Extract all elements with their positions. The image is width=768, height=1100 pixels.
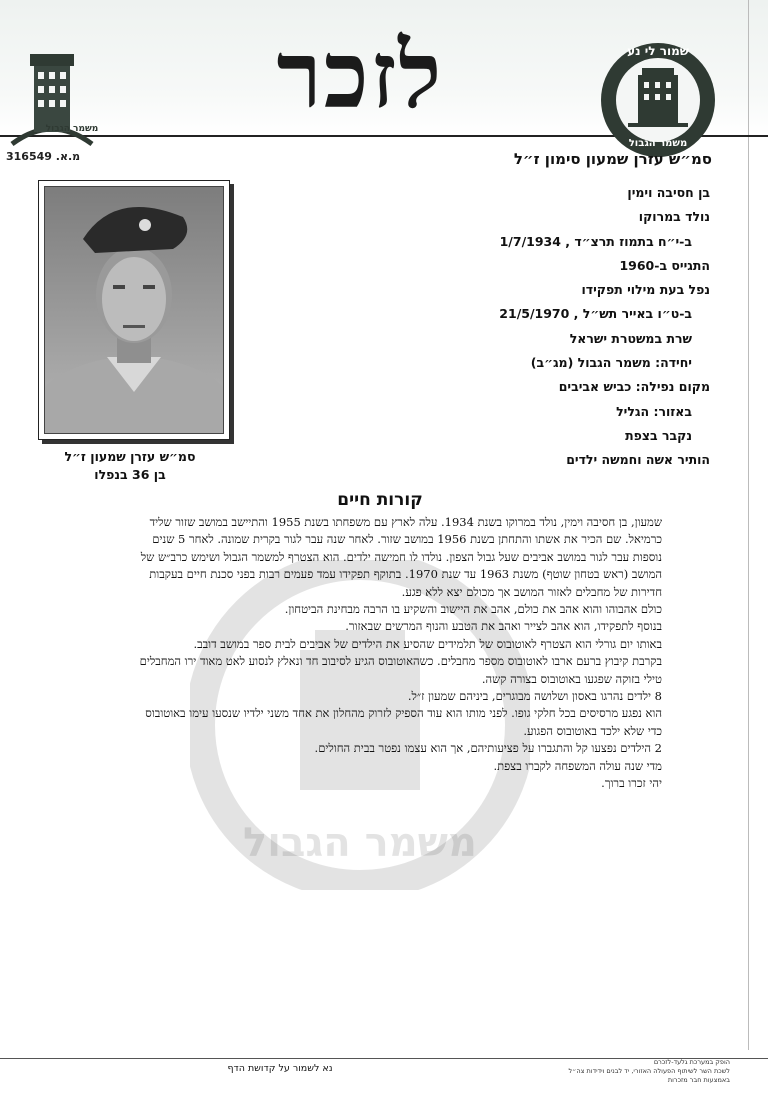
margin-line — [748, 0, 749, 1050]
bio-paragraph: בקרבת קיבוץ ברעם ארבו לאוטובוס מספר מחבלים. כשהאוטובוס הגיע לסיבוב חד ונאלץ לנסוע לאט מאוד ירו המחבלים טילי בזוקה שפגעו באוטובוס בצורה קשה. — [139, 654, 662, 686]
name-heading: סמ״ש עזרן שמעון סימון ז״ל — [513, 150, 712, 168]
bio-paragraph: בנוסף לתפקידו, הוא אהב לצייר ואהב את הטבע והנוף המרשים שבאזור. — [345, 619, 662, 634]
bio-paragraph: באותו יום גורלי הוא הצטרף לאוטובוס של תלמידים שהסיע את הילדים של אביבים לבית ספר במושב דובב. — [193, 636, 662, 651]
footer-note: נא לשמור על קדושת הדף — [227, 1063, 333, 1074]
bio-title: קורות חיים — [337, 490, 423, 510]
bio-paragraph: יהי זכרו ברוך. — [601, 776, 662, 791]
photo-caption — [30, 448, 230, 484]
emblem-left-text: משמר הגבול — [45, 124, 99, 134]
caption-name: סמ״ש עזרן שמעון ז״ל — [64, 449, 196, 464]
bio-paragraph: מדי שנה עולה המשפחה לקברו בצפת. — [493, 758, 662, 773]
fact-place-of-fall: מקום נפילה: כביש אביבים — [558, 379, 710, 395]
fact-enlisted: התגייס ב-1960 — [619, 257, 710, 273]
fact-burial: נקבר בצפת — [625, 427, 692, 443]
tower-emblem-icon — [4, 44, 100, 154]
fact-unit: יחידה: משמר הגבול (מג״ב) — [530, 355, 692, 371]
fact-birth-date: ב-י״ח בתמוז תרצ״ד , 1/7/1934 — [499, 233, 692, 249]
fact-birthplace: נולד במרוקו — [638, 209, 710, 225]
bio-paragraph: 2 הילדים נפצעו קל והתגברו על פציעותיהם, אך הוא עצמו נפטר בבית החולים. — [314, 741, 662, 756]
footer-credits — [540, 1058, 730, 1085]
footer-credit-line: לשכת השר לשיתוף הפעולה האזורי, יד לבנים וידידות צה״ל באמצעות חבר מזכרות — [568, 1067, 730, 1084]
bio-paragraph: שמעון, בן חסיבה וימין, נולד במרוקו בשנת 1934. עלה לארץ עם משפחתו בשנת 1955 והתיישב במושב שזור שליד כרמיאל. שם הכיר את אשתו והתחתן בשנת 1956 במושב שזור. לאחר שנה עבר לגור בקרית שמונה. לאחר 5 שנים נוספות עבר לגור במושב אביבים שעל גבול הצפון. נולדו לו חמישה ילדים. הוא הצטרף למשמר הגבול ושימש כרב״ש של המושב (ראש בטחון שוטף) משנת 1963 עד שנת 1970. בתוקף תפקידו עמד פעמים רבות בפני סכנת חיים בעקבות חדירות של מחבלים לאזור המושב אך מכולם יצא ללא פגע. — [140, 515, 662, 599]
watermark-text: משמר הגבול — [243, 820, 477, 866]
emblem-right-bottom-text: משמר הגבול — [628, 138, 688, 149]
portrait-photo — [44, 186, 224, 434]
emblem-right-top-text: שמור לי נע — [627, 44, 689, 58]
portrait-frame — [38, 180, 230, 440]
bio-paragraph: 8 ילדים נהרגו באסון ושלושה מבוגרים, ביניהם שמעון ז״ל. — [407, 689, 662, 704]
fact-fell: נפל בעת מילוי תפקידו — [581, 282, 710, 298]
fact-parents: בן חסיבה וימין — [627, 185, 710, 200]
fact-survived-by: הותיר אשה וחמשה ילדים — [566, 452, 710, 468]
fact-service: שרת במשטרת ישראל — [569, 330, 692, 346]
bio-paragraph: הוא נפגע מרסיסים בכל חלקי גופו. לפני מותו הוא עוד הספיק לזרוק מהחלון את אחד משני ילדיו שנסעו עימו באוטובוס כדי שלא ילכד באוטובוס הפגוע. — [145, 706, 662, 738]
footer-credit-line: הופק במערכת גלעד-לזכרם — [653, 1058, 730, 1066]
fact-death-date: ב-ט״ו באייר תש״ל , 21/5/1970 — [499, 306, 692, 322]
serial-number: 316549 .מ.א — [6, 150, 81, 163]
fact-region: באזור: הגליל — [616, 403, 692, 419]
caption-age: בן 36 בנפלו — [94, 467, 166, 482]
facts-list — [330, 181, 710, 473]
bio-paragraph: כולם אהבוהו והוא אהב את כולם, אהב את היישוב והשקיע בו הרבה מבחינת הביטחון. — [284, 602, 662, 617]
page-title: לזכר — [276, 21, 444, 129]
bio-text — [132, 514, 662, 793]
